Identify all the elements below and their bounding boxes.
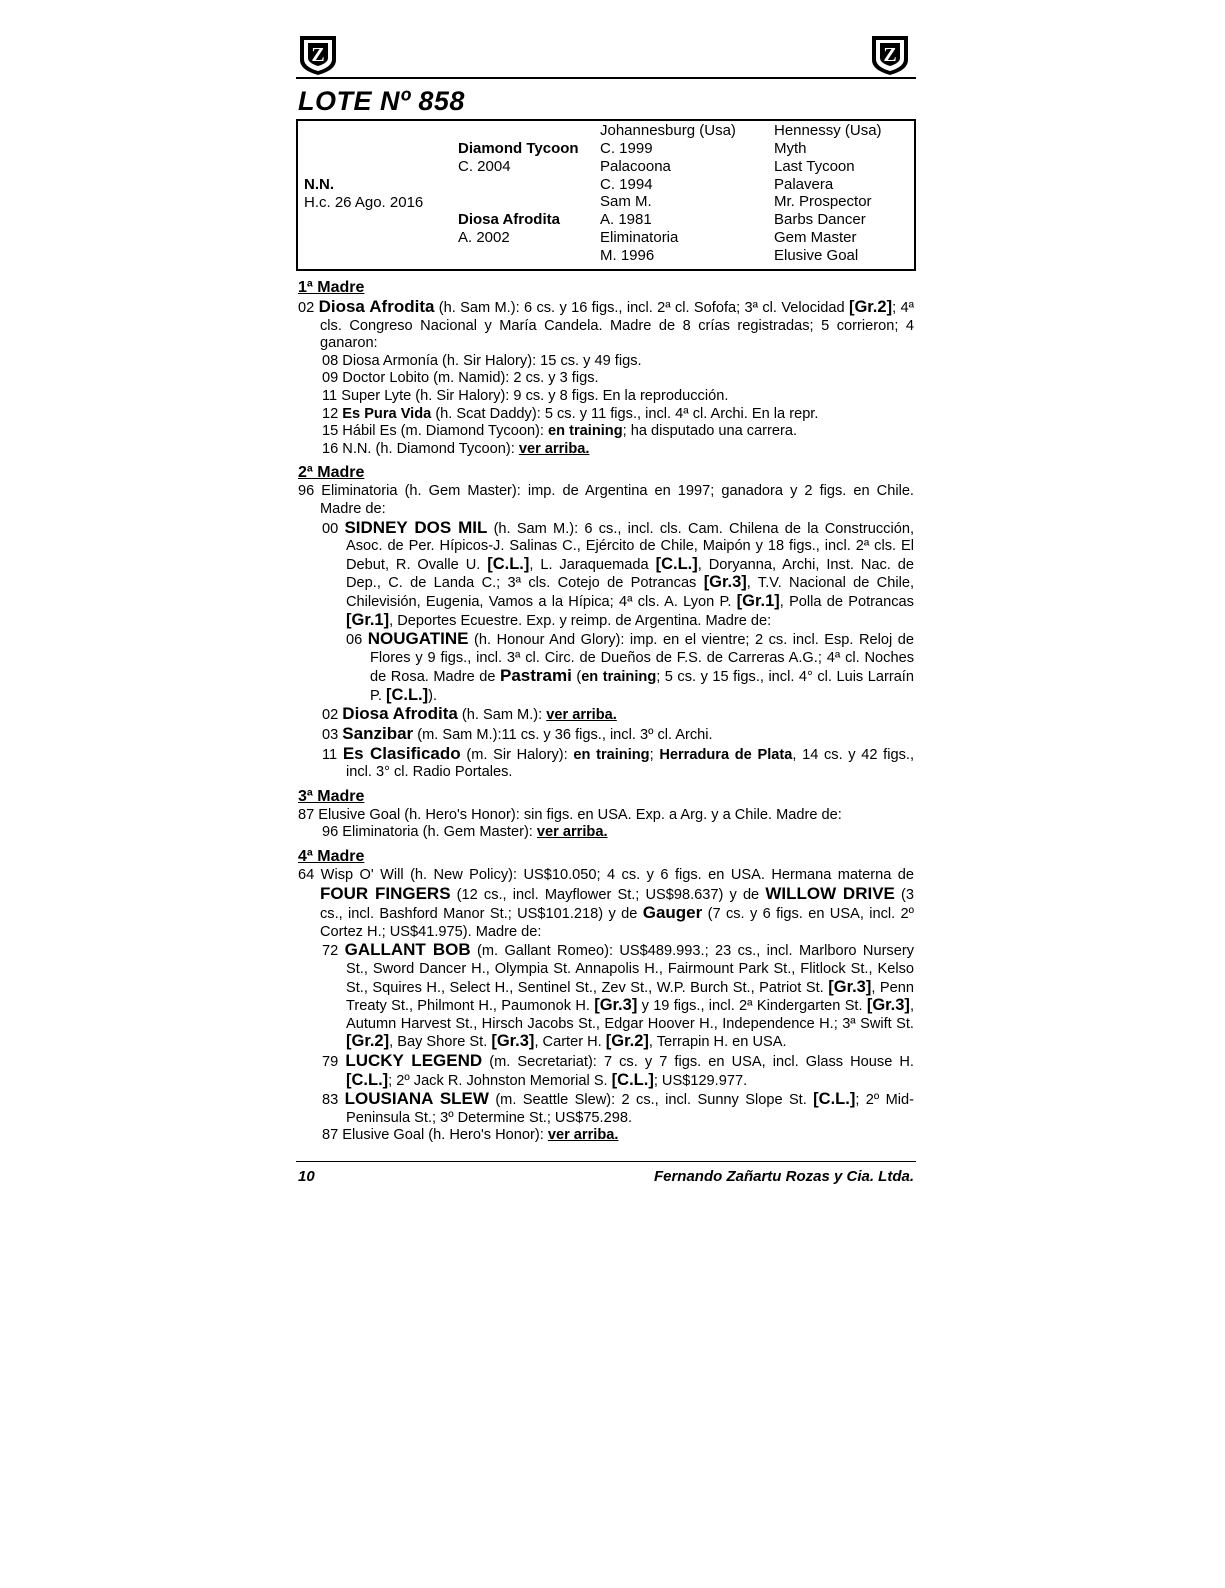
- pedigree-g3-cell: Elusive Goal: [774, 247, 859, 264]
- offspring-entry: 08 Diosa Armonía (h. Sir Halory): 15 cs. y 49 figs.: [322, 352, 642, 369]
- section-heading: 1ª Madre: [298, 279, 365, 296]
- section-heading: 3ª Madre: [298, 787, 365, 805]
- pedigree-g3-cell: Gem Master: [774, 229, 857, 246]
- lot-title: LOTE Nº 858: [298, 86, 465, 116]
- svg-text:Z: Z: [883, 44, 897, 66]
- zanartu-logo-icon: [296, 30, 340, 76]
- page-number: 10: [298, 1168, 315, 1185]
- dam-entry: 87 Elusive Goal (h. Hero's Honor): sin figs. en USA. Exp. a Arg. y a Chile. Madre de:: [298, 806, 842, 823]
- offspring-entry: 03 Sanzibar (m. Sam M.):11 cs. y 36 figs., incl. 3º cl. Archi.: [322, 724, 713, 744]
- offspring-entry: 11 Super Lyte (h. Sir Halory): 9 cs. y 8 figs. En la reproducción.: [322, 387, 729, 404]
- dam-entry: 64 Wisp O' Will (h. New Policy): US$10.050; 4 cs. y 6 figs. en USA. Hermana materna de FOUR FINGERS (12 cs., incl. Mayflower St.; US$98.637) y de WILLOW DRIVE (3 cs., incl. Bashford Manor St.; US$101.218) y de Gauger (7 cs. y 6 figs. en USA, incl. 2º Cortez H.; US$41.975). Madre de:: [298, 867, 915, 940]
- header-divider: [296, 77, 916, 79]
- dam-entry: 02 Diosa Afrodita (h. Sam M.): 6 cs. y 16 figs., incl. 2ª cl. Sofofa; 3ª cl. Velocidad [Gr.2]; 4ª cls. Congreso Nacional y María Candela. Madre de 8 crías registradas; 5 corrieron; 4 ganaron:: [298, 297, 914, 352]
- pedigree-table: [296, 119, 916, 271]
- pedigree-g2-cell: Sam M.: [600, 193, 652, 210]
- subject-name: N.N.: [304, 176, 334, 193]
- offspring-entry: 96 Eliminatoria (h. Gem Master): ver arriba.: [322, 824, 608, 841]
- publisher-name: Fernando Zañartu Rozas y Cia. Ltda.: [653, 1168, 914, 1185]
- pedigree-g3-cell: Palavera: [774, 176, 834, 193]
- offspring-entry: 79 LUCKY LEGEND (m. Secretariat): 7 cs. y 7 figs. en USA, incl. Glass House H. [C.L.]; 2º Jack R. Johnston Memorial S. [C.L.]; US$129.977.: [322, 1050, 914, 1089]
- pedigree-g3-cell: Last Tycoon: [774, 158, 855, 175]
- offspring-entry: 11 Es Clasificado (m. Sir Halory): en training; Herradura de Plata, 14 cs. y 42 figs., incl. 3° cl. Radio Portales.: [322, 743, 915, 781]
- offspring-entry: 15 Hábil Es (m. Diamond Tycoon): en training; ha disputado una carrera.: [322, 423, 798, 440]
- offspring-entry: 16 N.N. (h. Diamond Tycoon): ver arriba.: [322, 440, 590, 457]
- dam-entry: 96 Eliminatoria (h. Gem Master): imp. de Argentina en 1997; ganadora y 2 figs. en Chile. Madre de:: [298, 483, 914, 517]
- produce-record: [298, 279, 914, 1145]
- pedigree-g3-cell: Barbs Dancer: [774, 211, 866, 228]
- offspring-entry: 09 Doctor Lobito (m. Namid): 2 cs. y 3 figs.: [322, 370, 599, 387]
- sire-name: Diamond Tycoon: [458, 140, 579, 157]
- section-heading: 4ª Madre: [298, 848, 365, 866]
- offspring-entry: 12 Es Pura Vida (h. Scat Daddy): 5 cs. y 11 figs., incl. 4ª cl. Archi. En la repr.: [322, 405, 819, 422]
- dam-name: Diosa Afrodita: [458, 211, 560, 228]
- subject-info: H.c. 26 Ago. 2016: [304, 194, 424, 211]
- pedigree-g2-cell: M. 1996: [600, 247, 655, 264]
- section-heading: 2ª Madre: [298, 464, 365, 482]
- zanartu-logo-icon: [868, 30, 912, 76]
- grand-offspring-entry: 06 NOUGATINE (h. Honour And Glory): imp. en el vientre; 2 cs. incl. Esp. Reloj de Flores y 9 figs., incl. 3ª cl. Circ. de Dueños de F.S. de Carreras A.G.; 4ª cl. Noches de Rosa. Madre de Pastrami (en training; 5 cs. y 15 figs., incl. 4° cl. Luis Larraín P. [C.L.]).: [346, 629, 914, 704]
- pedigree-g2-cell: C. 1999: [600, 140, 653, 157]
- pedigree-g2-cell: A. 1981: [600, 211, 652, 228]
- pedigree-g3-cell: Hennessy (Usa): [774, 122, 882, 139]
- pedigree-g2-cell: Palacoona: [600, 158, 671, 175]
- offspring-entry: 87 Elusive Goal (h. Hero's Honor): ver arriba.: [322, 1127, 619, 1144]
- offspring-entry: 00 SIDNEY DOS MIL (h. Sam M.): 6 cs., incl. cls. Cam. Chilena de la Construcción, Asoc. de Per. Hípicos-J. Salinas C., Ejército de Chile, Maipón y 18 figs., incl. 2ª cls. El Debut, R. Ovalle U. [C.L.], L. Jaraquemada [C.L.], Doryanna, Archi, Inst. Nac. de Dep., C. de Landa C.; 3ª cls. Cotejo de Potrancas [Gr.3], T.V. Nacional de Chile, Chilevisión, Eugenia, Vamos a la Hípica; 4ª cls. A. Lyon P. [Gr.1], Polla de Potrancas [Gr.1], Deportes Ecuestre. Exp. y reimp. de Argentina. Madre de:: [322, 517, 914, 629]
- svg-text:Z: Z: [311, 44, 325, 66]
- sire-info: C. 2004: [458, 158, 511, 175]
- pedigree-g2-cell: C. 1994: [600, 176, 653, 193]
- pedigree-g3-cell: Myth: [774, 140, 807, 157]
- offspring-entry: 83 LOUSIANA SLEW (m. Seattle Slew): 2 cs., incl. Sunny Slope St. [C.L.]; 2º Mid-Peninsula St.; 3º Determine St.; US$75.298.: [322, 1089, 914, 1126]
- offspring-entry: 72 GALLANT BOB (m. Gallant Romeo): US$489.993.; 23 cs., incl. Marlboro Nursery St., Sword Dancer H., Olympia St. Annapolis H., Fairmount Park St., Flitlock St., Kelso St., Squires H., Select H., Sentinel St., Zev St., W.P. Burch St., Patriot St. [Gr.3], Penn Treaty St., Philmont H., Paumonok H. [Gr.3] y 19 figs., incl. 2ª Kindergarten St. [Gr.3], Autumn Harvest St., Hirsch Jacobs St., Edgar Hoover H., Independence H.; 3ª Swift St. [Gr.2], Bay Shore St. [Gr.3], Carter H. [Gr.2], Terrapin H. en USA.: [322, 940, 914, 1051]
- pedigree-g3-cell: Mr. Prospector: [774, 193, 872, 210]
- dam-info: A. 2002: [458, 229, 510, 246]
- pedigree-g2-cell: Eliminatoria: [600, 229, 679, 246]
- footer-divider: [296, 1161, 916, 1162]
- offspring-entry: 02 Diosa Afrodita (h. Sam M.): ver arriba.: [322, 704, 617, 724]
- pedigree-g2-cell: Johannesburg (Usa): [600, 122, 736, 139]
